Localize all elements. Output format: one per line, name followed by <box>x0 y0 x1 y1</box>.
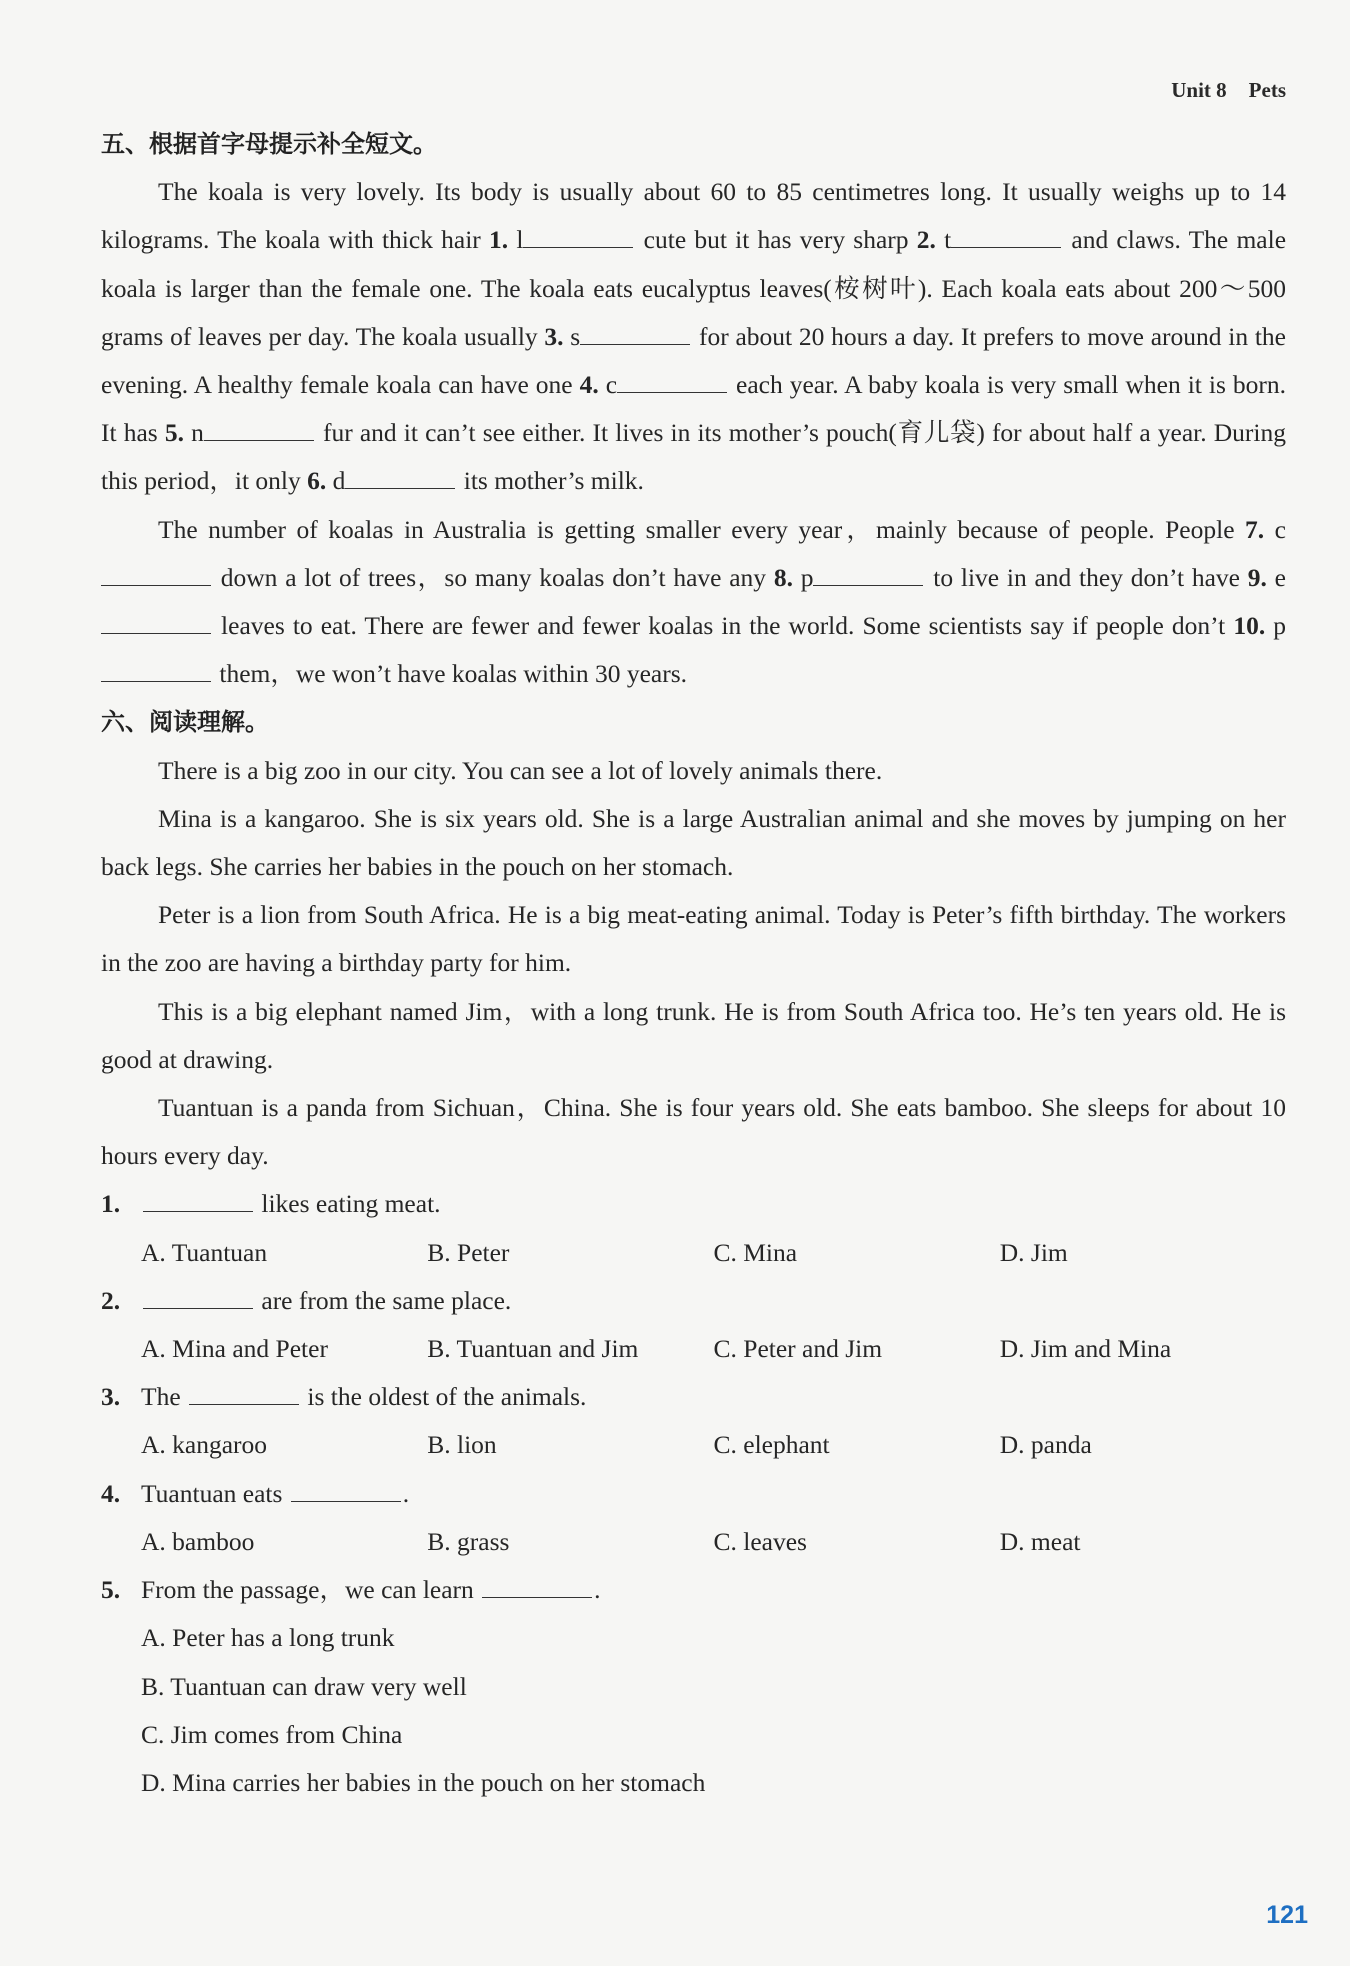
option[interactable]: D. Mina carries her babies in the pouch on her stomach <box>141 1767 706 1797</box>
initial-letter: c <box>1264 514 1286 544</box>
reading-paragraph: There is a big zoo in our city. You can see a lot of lovely animals there. <box>158 755 883 785</box>
question-5 <box>101 1566 1286 1614</box>
answer-blank[interactable] <box>101 659 211 682</box>
blank-number: 9. <box>1247 562 1267 592</box>
text-run: leaves to eat. There are fewer and fewer koalas in the world. Some scientists say if people don’t <box>213 611 1234 641</box>
running-header <box>1171 78 1286 103</box>
section-6-title: 六、阅读理解。 <box>101 708 269 737</box>
question-text: . <box>594 1575 601 1605</box>
option[interactable]: D. meat <box>999 1526 1081 1556</box>
reading-paragraph: Mina is a kangaroo. She is six years old. She is a large Australian animal and she moves by jumping on her back legs. She carries her babies in the pouch on her stomach. <box>101 803 1286 882</box>
blank-number: 7. <box>1245 514 1265 544</box>
options-row <box>101 1325 1286 1373</box>
initial-letter: n <box>183 418 204 448</box>
option[interactable]: B. Tuantuan and Jim <box>427 1334 639 1364</box>
answer-blank[interactable] <box>189 1382 299 1405</box>
option[interactable]: A. Mina and Peter <box>141 1334 328 1364</box>
initial-letter: e <box>1266 562 1286 592</box>
text-run: down a lot of trees，so many koalas don’t have any <box>213 562 774 592</box>
question-number: 2. <box>101 1285 121 1315</box>
option[interactable]: D. Jim and Mina <box>999 1334 1172 1364</box>
answer-blank[interactable] <box>143 1189 253 1212</box>
option[interactable]: A. kangaroo <box>141 1430 268 1460</box>
text-run: and claws. The male koala is larger than the female one. The koala eats eucalyptus leaves(桉树叶). Each koala eats about 200～500 grams of leaves per day. The koala usually <box>101 225 1287 351</box>
text-run: its mother’s milk. <box>457 466 644 496</box>
initial-letter: l <box>508 225 524 255</box>
initial-letter: c <box>598 370 618 400</box>
blank-number: 2. <box>916 225 936 255</box>
text-run: The number of koalas in Australia is getting smaller every year，mainly because of people. People <box>158 514 1246 544</box>
options-row <box>101 1518 1286 1566</box>
blank-number: 6. <box>307 466 327 496</box>
options-row <box>101 1229 1286 1277</box>
answer-blank[interactable] <box>580 322 690 345</box>
blank-number: 1. <box>489 225 509 255</box>
option[interactable]: B. grass <box>427 1526 510 1556</box>
blank-number: 5. <box>164 418 184 448</box>
blank-number: 8. <box>773 562 793 592</box>
text-run: each year. A baby koala is very small when it is born. It has <box>101 370 1286 448</box>
answer-blank[interactable] <box>143 1286 253 1309</box>
option[interactable]: C. leaves <box>713 1526 807 1556</box>
initial-letter: t <box>935 225 952 255</box>
option[interactable]: A. bamboo <box>141 1526 255 1556</box>
text-run: fur and it can’t see either. It lives in its mother’s pouch(育儿袋) for about half a year. During this period，it only <box>101 418 1287 496</box>
question-text: The <box>141 1382 188 1412</box>
answer-blank[interactable] <box>291 1479 401 1502</box>
initial-letter: p <box>792 562 814 592</box>
question-2 <box>101 1277 1286 1325</box>
initial-letter: p <box>1265 611 1286 641</box>
answer-blank[interactable] <box>101 563 211 586</box>
text-run: for about 20 hours a day. It prefers to move around in the evening. A healthy female koala can have one <box>101 321 1286 400</box>
question-number: 5. <box>101 1575 121 1605</box>
page-content <box>101 120 1286 1807</box>
text-run: cute but it has very sharp <box>635 225 917 255</box>
question-number: 3. <box>101 1382 121 1412</box>
text-run: them，we won’t have koalas within 30 years. <box>213 659 688 689</box>
text-run: The koala is very lovely. Its body is usually about 60 to 85 centimetres long. It usually weighs up to 14 kilograms. The koala with thick hair <box>101 177 1286 255</box>
blank-number: 4. <box>579 370 599 400</box>
answer-blank[interactable] <box>617 370 727 393</box>
blank-number: 3. <box>544 321 564 351</box>
option[interactable]: C. Peter and Jim <box>713 1334 883 1364</box>
initial-letter: d <box>326 466 346 496</box>
text-run: to live in and they don’t have <box>925 562 1248 592</box>
reading-paragraph: Tuantuan is a panda from Sichuan，China. She is four years old. She eats bamboo. She sleeps for about 10 hours every day. <box>101 1093 1286 1171</box>
option[interactable]: C. elephant <box>713 1430 830 1460</box>
option[interactable]: C. Jim comes from China <box>141 1719 403 1749</box>
question-text: From the passage，we can learn <box>141 1575 481 1605</box>
question-text: . <box>402 1478 410 1508</box>
answer-blank[interactable] <box>951 225 1061 248</box>
question-number: 1. <box>101 1189 121 1219</box>
question-1 <box>101 1180 1286 1228</box>
answer-blank[interactable] <box>523 225 633 248</box>
question-3 <box>101 1373 1286 1421</box>
unit-title: Pets <box>1248 78 1286 102</box>
question-text: are from the same place. <box>255 1285 512 1315</box>
option[interactable]: D. Jim <box>999 1237 1068 1267</box>
option[interactable]: D. panda <box>999 1430 1092 1460</box>
option[interactable]: A. Peter has a long trunk <box>141 1623 395 1653</box>
reading-paragraph: This is a big elephant named Jim，with a long trunk. He is from South Africa too. He’s ten years old. He is good at drawing. <box>101 996 1286 1074</box>
unit-label: Unit 8 <box>1171 78 1227 102</box>
cloze-paragraph-2 <box>101 506 1286 699</box>
blank-number: 10. <box>1233 611 1266 641</box>
option[interactable]: B. Peter <box>427 1237 510 1267</box>
answer-blank[interactable] <box>813 563 923 586</box>
cloze-paragraph-1 <box>101 168 1286 505</box>
option[interactable]: A. Tuantuan <box>141 1237 268 1267</box>
option[interactable]: C. Mina <box>713 1237 798 1267</box>
question-text: Tuantuan eats <box>141 1478 289 1508</box>
answer-blank[interactable] <box>101 611 211 634</box>
options-row <box>101 1421 1286 1469</box>
reading-paragraph: Peter is a lion from South Africa. He is a big meat-eating animal. Today is Peter’s fifth birthday. The workers in the zoo are having a birthday party for him. <box>101 900 1286 978</box>
answer-blank[interactable] <box>482 1575 592 1598</box>
question-4 <box>101 1470 1286 1518</box>
question-text: is the oldest of the animals. <box>301 1382 587 1412</box>
question-text: likes eating meat. <box>255 1189 441 1219</box>
option[interactable]: B. lion <box>427 1430 497 1460</box>
answer-blank[interactable] <box>345 466 455 489</box>
answer-blank[interactable] <box>204 418 314 441</box>
initial-letter: s <box>563 321 581 351</box>
question-number: 4. <box>101 1478 121 1508</box>
section-5-title: 五、根据首字母提示补全短文。 <box>101 130 437 158</box>
option[interactable]: B. Tuantuan can draw very well <box>141 1671 467 1701</box>
page-number: 121 <box>1266 1901 1308 1929</box>
